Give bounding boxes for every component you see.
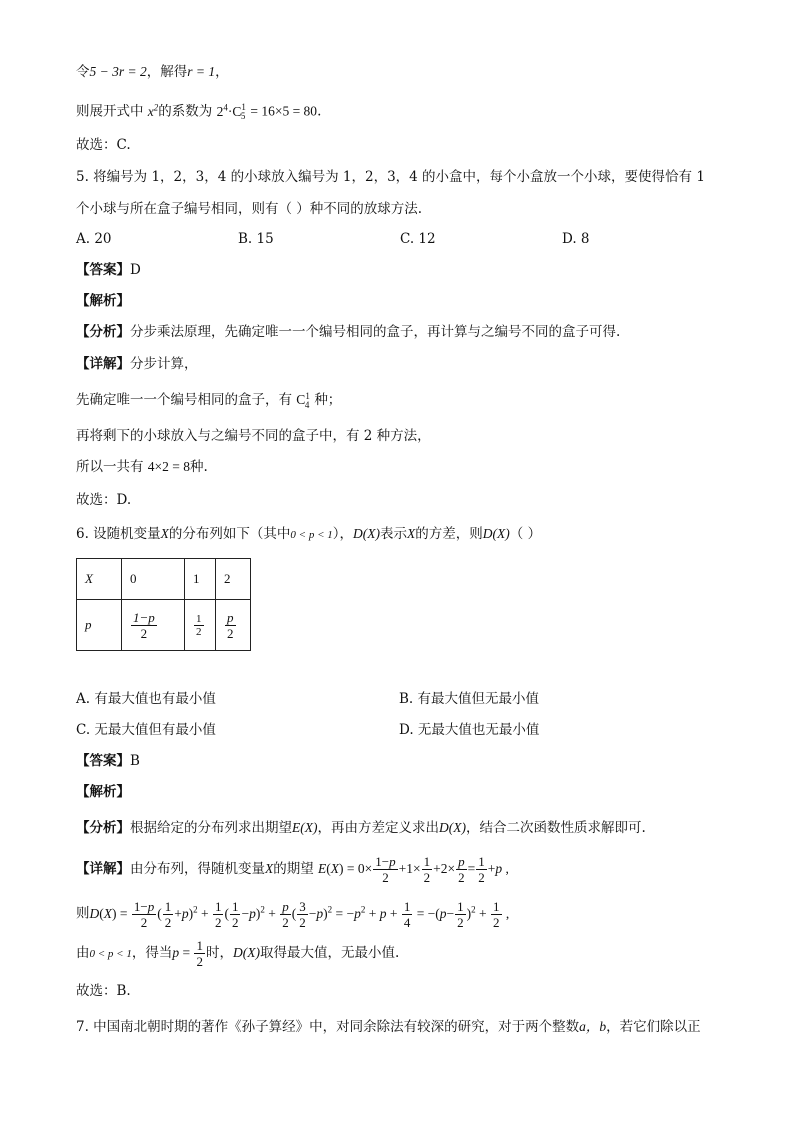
ex: E(X)	[292, 820, 318, 835]
var-x: X	[407, 526, 416, 541]
q6-conclusion	[76, 936, 399, 971]
table-row	[77, 600, 251, 651]
q6-option-a: A. 有最大值也有最小值	[76, 691, 216, 707]
text: 种；	[314, 392, 342, 408]
q6-final: 故选：B.	[76, 983, 131, 999]
dx: D(X)	[438, 820, 466, 835]
text: ，得当	[131, 945, 173, 961]
text: 的系数为	[158, 103, 213, 120]
dx: D(X)	[353, 526, 381, 541]
prev-line-1	[76, 62, 229, 82]
equation: 5 − 3r = 2	[89, 64, 147, 79]
q5-answer	[76, 260, 141, 280]
answer-value: D	[130, 262, 141, 278]
equation: = 16×5 = 80	[250, 103, 318, 119]
text: 令	[76, 64, 90, 80]
table-cell: X	[77, 559, 122, 600]
text: 时，	[205, 945, 233, 961]
q6-option-d: D. 无最大值也无最小值	[399, 722, 540, 738]
numerator: 1	[196, 612, 202, 625]
text: 根据给定的分布列求出期望	[130, 820, 292, 836]
text: （ ）	[509, 526, 542, 542]
q5-step3	[76, 457, 208, 477]
q6-fenxi	[76, 818, 646, 838]
fenxi-text: 分步乘法原理，先确定唯一一个编号相同的盒子，再计算与之编号不同的盒子可得.	[130, 324, 621, 340]
q5-option-d: D. 8	[562, 231, 590, 247]
text: 则	[76, 905, 90, 922]
analysis-tag: 【解析】	[76, 293, 130, 309]
xiangjie-tag: 【详解】	[76, 861, 130, 877]
q6-option-b: B. 有最大值但无最小值	[399, 691, 540, 707]
table-cell: 2	[216, 559, 251, 600]
q7-stem	[76, 1017, 701, 1037]
text: ，再由方差定义求出	[317, 820, 439, 836]
text: 由分布列，得随机变量	[130, 861, 265, 877]
text: ，结合二次函数性质求解即可.	[465, 820, 646, 836]
text: ，解得	[146, 64, 188, 80]
vars: a，b	[579, 1019, 607, 1034]
answer-tag: 【答案】	[76, 753, 130, 769]
binom-c41: $C_{14}$	[296, 390, 310, 410]
fraction	[194, 613, 204, 638]
table-cell	[216, 600, 251, 651]
numerator: p	[227, 609, 234, 625]
numerator: 1−p	[133, 609, 155, 625]
q6-analysis-tag	[76, 782, 130, 802]
var-x: X	[265, 861, 274, 876]
xiangjie-text: 分步计算，	[130, 356, 198, 372]
q5-step1	[76, 390, 341, 415]
expectation-formula: E(X) = 0× $\frac{1-p}{2}$ +1× $\frac{1}{2}$ +2× $\frac{p}{2}$ = $\frac{1}{2}$ +p ,	[318, 854, 509, 886]
q5-stem-line1: 5. 将编号为 1，2，3，4 的小球放入编号为 1，2，3，4 的小盒中，每个小盒放一个小球，要使得恰有 1	[76, 169, 705, 185]
denominator: 2	[196, 625, 202, 638]
dx: D(X)	[232, 945, 260, 960]
analysis-tag: 【解析】	[76, 784, 130, 800]
q5-option-b: B. 15	[238, 231, 274, 247]
text: 所以一共有	[76, 459, 144, 475]
q5-xiangjie	[76, 354, 198, 374]
text: 种.	[190, 459, 208, 475]
denominator: 2	[140, 625, 148, 641]
fenxi-tag: 【分析】	[76, 324, 130, 340]
text: ，	[215, 64, 229, 80]
text: 由	[76, 945, 90, 961]
q5-fenxi	[76, 322, 620, 342]
table-cell	[122, 600, 185, 651]
table-cell	[185, 600, 216, 651]
text: 表示	[380, 526, 408, 542]
text: 的方差，则	[415, 526, 483, 542]
prev-line-2	[76, 97, 321, 126]
equation: r = 1	[187, 64, 216, 79]
x-squared: $x^2$	[147, 102, 159, 119]
equation: 4×2 = 8	[147, 459, 191, 474]
prev-answer: 故选：C.	[76, 137, 131, 153]
table-cell: 0	[122, 559, 185, 600]
variance-formula: D(X) = $\frac{1-p}{2}$ ( $\frac{1}{2}$ +p)$^2$ + $\frac{1}{2}$ ( $\frac{1}{2}$ −p)$^2$ + $\frac{p}{2}$ ( $\frac{3}{2}$ $-p)^2 = -p^2 + p$ + $\frac{1}{4}$ = −(p− $\frac{1}{2}$ )$^2$ + $\frac{1}{2}$ ,	[89, 898, 510, 930]
p-value: p = $\frac{1}{2}$	[172, 938, 203, 970]
fenxi-tag: 【分析】	[76, 820, 130, 836]
text: 先确定唯一一个编号相同的盒子，有	[76, 392, 292, 408]
q5-option-a: A. 20	[76, 231, 112, 247]
var-x: X	[160, 526, 169, 541]
text: 的期望	[273, 861, 314, 877]
q6-variance	[76, 892, 509, 931]
fraction	[131, 610, 157, 641]
power-binom: $2^4\cdot C_{15}$	[216, 102, 246, 122]
text: ），	[332, 526, 354, 542]
q6-xiangjie	[76, 852, 509, 886]
text: 的分布列如下（其中	[168, 526, 291, 542]
table-row	[77, 559, 251, 600]
q5-step2: 再将剩下的小球放入与之编号不同的盒子中，有 2 种方法，	[76, 428, 431, 444]
q5-final: 故选：D.	[76, 492, 132, 508]
q6-option-c: C. 无最大值但有最小值	[76, 722, 216, 738]
q6-answer	[76, 751, 140, 771]
xiangjie-tag: 【详解】	[76, 356, 130, 372]
distribution-table	[76, 558, 251, 651]
text: 取得最大值，无最小值.	[259, 945, 400, 961]
text: 6. 设随机变量	[76, 526, 161, 542]
table-cell: p	[77, 600, 122, 651]
q6-stem	[76, 524, 541, 545]
denominator: 2	[227, 625, 234, 641]
dx: D(X)	[482, 526, 510, 541]
text: .	[317, 103, 322, 120]
fraction	[225, 610, 236, 641]
q5-stem-line2: 个小球与所在盒子编号相同，则有（ ）种不同的放球方法.	[76, 201, 423, 217]
condition: 0 < p < 1	[290, 529, 333, 541]
condition: 0 < p < 1	[89, 948, 132, 960]
text: 7. 中国南北朝时期的著作《孙子算经》中，对同余除法有较深的研究，对于两个整数	[76, 1019, 580, 1035]
q5-option-c: C. 12	[400, 231, 436, 247]
answer-tag: 【答案】	[76, 262, 130, 278]
text: 则展开式中	[76, 103, 144, 120]
table-cell: 1	[185, 559, 216, 600]
q5-analysis-tag	[76, 291, 130, 311]
answer-value: B	[130, 753, 140, 769]
text: ，若它们除以正	[606, 1019, 701, 1035]
